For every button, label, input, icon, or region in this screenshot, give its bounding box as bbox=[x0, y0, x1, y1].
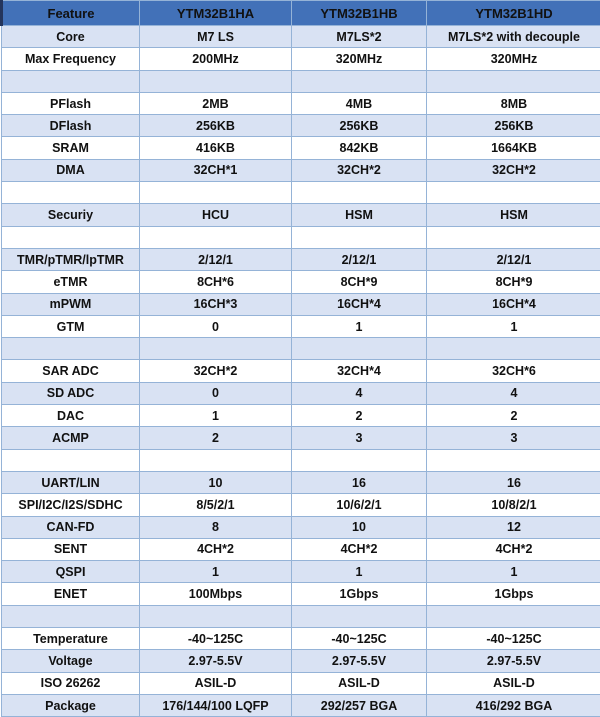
value-cell: 1 bbox=[427, 561, 600, 583]
table-row bbox=[2, 494, 600, 516]
feature-cell: Package bbox=[2, 694, 140, 716]
value-cell bbox=[292, 449, 427, 471]
table-row bbox=[2, 471, 600, 493]
feature-cell: eTMR bbox=[2, 271, 140, 293]
feature-cell: SENT bbox=[2, 538, 140, 560]
value-cell: 1 bbox=[140, 405, 292, 427]
value-cell bbox=[140, 338, 292, 360]
table-row bbox=[2, 271, 600, 293]
spacer-row bbox=[2, 338, 600, 360]
value-cell: 12 bbox=[427, 516, 600, 538]
value-cell bbox=[427, 226, 600, 248]
feature-cell: mPWM bbox=[2, 293, 140, 315]
feature-cell: Voltage bbox=[2, 650, 140, 672]
spacer-row bbox=[2, 182, 600, 204]
feature-cell bbox=[2, 226, 140, 248]
column-header-ytm32b1hb: YTM32B1HB bbox=[292, 1, 427, 26]
value-cell: 1 bbox=[427, 315, 600, 337]
feature-cell bbox=[2, 70, 140, 92]
table-header bbox=[2, 1, 600, 26]
value-cell: 416/292 BGA bbox=[427, 694, 600, 716]
feature-cell: DFlash bbox=[2, 115, 140, 137]
feature-cell bbox=[2, 338, 140, 360]
value-cell: ASIL-D bbox=[427, 672, 600, 694]
value-cell bbox=[427, 449, 600, 471]
spacer-row bbox=[2, 605, 600, 627]
column-header-ytm32b1ha: YTM32B1HA bbox=[140, 1, 292, 26]
value-cell: 1664KB bbox=[427, 137, 600, 159]
value-cell: 8CH*6 bbox=[140, 271, 292, 293]
value-cell: 100Mbps bbox=[140, 583, 292, 605]
value-cell: 2.97-5.5V bbox=[292, 650, 427, 672]
value-cell bbox=[292, 70, 427, 92]
table-row bbox=[2, 159, 600, 181]
value-cell: 10/8/2/1 bbox=[427, 494, 600, 516]
header-row bbox=[2, 1, 600, 26]
value-cell: 1Gbps bbox=[427, 583, 600, 605]
value-cell: 16CH*3 bbox=[140, 293, 292, 315]
value-cell bbox=[140, 226, 292, 248]
table-row bbox=[2, 26, 600, 48]
spacer-row bbox=[2, 449, 600, 471]
table-row bbox=[2, 248, 600, 270]
value-cell: 200MHz bbox=[140, 48, 292, 70]
value-cell: 10/6/2/1 bbox=[292, 494, 427, 516]
value-cell: 2.97-5.5V bbox=[427, 650, 600, 672]
table-row bbox=[2, 405, 600, 427]
value-cell: 16 bbox=[427, 471, 600, 493]
value-cell: 4CH*2 bbox=[427, 538, 600, 560]
value-cell bbox=[140, 449, 292, 471]
value-cell: 2.97-5.5V bbox=[140, 650, 292, 672]
value-cell: -40~125C bbox=[140, 628, 292, 650]
value-cell: 32CH*2 bbox=[427, 159, 600, 181]
value-cell bbox=[427, 605, 600, 627]
value-cell bbox=[292, 182, 427, 204]
value-cell: 10 bbox=[292, 516, 427, 538]
value-cell: 416KB bbox=[140, 137, 292, 159]
value-cell: 8CH*9 bbox=[292, 271, 427, 293]
feature-cell: DMA bbox=[2, 159, 140, 181]
value-cell: 842KB bbox=[292, 137, 427, 159]
table-body bbox=[2, 26, 600, 717]
feature-cell: ACMP bbox=[2, 427, 140, 449]
feature-cell: SRAM bbox=[2, 137, 140, 159]
value-cell: 2 bbox=[292, 405, 427, 427]
value-cell: -40~125C bbox=[292, 628, 427, 650]
column-header-ytm32b1hd: YTM32B1HD bbox=[427, 1, 600, 26]
value-cell: 8MB bbox=[427, 92, 600, 114]
value-cell: 0 bbox=[140, 315, 292, 337]
value-cell: 32CH*1 bbox=[140, 159, 292, 181]
value-cell bbox=[292, 605, 427, 627]
value-cell: 1 bbox=[140, 561, 292, 583]
value-cell: 1 bbox=[292, 315, 427, 337]
table-row bbox=[2, 92, 600, 114]
value-cell: -40~125C bbox=[427, 628, 600, 650]
feature-cell: GTM bbox=[2, 315, 140, 337]
value-cell: 32CH*2 bbox=[140, 360, 292, 382]
feature-cell: ISO 26262 bbox=[2, 672, 140, 694]
feature-cell bbox=[2, 605, 140, 627]
value-cell: 16CH*4 bbox=[292, 293, 427, 315]
value-cell: ASIL-D bbox=[292, 672, 427, 694]
value-cell bbox=[427, 182, 600, 204]
value-cell: HSM bbox=[427, 204, 600, 226]
table-row bbox=[2, 48, 600, 70]
value-cell: 3 bbox=[292, 427, 427, 449]
value-cell: 1 bbox=[292, 561, 427, 583]
value-cell: 32CH*2 bbox=[292, 159, 427, 181]
spacer-row bbox=[2, 70, 600, 92]
value-cell: 320MHz bbox=[292, 48, 427, 70]
table-row bbox=[2, 516, 600, 538]
spacer-row bbox=[2, 226, 600, 248]
table-row bbox=[2, 315, 600, 337]
value-cell bbox=[140, 605, 292, 627]
value-cell: 4 bbox=[292, 382, 427, 404]
table-row bbox=[2, 293, 600, 315]
table-row bbox=[2, 427, 600, 449]
value-cell: M7LS*2 bbox=[292, 26, 427, 48]
feature-cell: SAR ADC bbox=[2, 360, 140, 382]
value-cell: M7 LS bbox=[140, 26, 292, 48]
value-cell: 176/144/100 LQFP bbox=[140, 694, 292, 716]
value-cell: HSM bbox=[292, 204, 427, 226]
table-row bbox=[2, 115, 600, 137]
table-row bbox=[2, 538, 600, 560]
table-row bbox=[2, 382, 600, 404]
feature-cell: Core bbox=[2, 26, 140, 48]
feature-cell: QSPI bbox=[2, 561, 140, 583]
value-cell: 3 bbox=[427, 427, 600, 449]
value-cell bbox=[427, 70, 600, 92]
feature-cell: Max Frequency bbox=[2, 48, 140, 70]
value-cell bbox=[292, 226, 427, 248]
table-row bbox=[2, 672, 600, 694]
table-row bbox=[2, 583, 600, 605]
value-cell: 16CH*4 bbox=[427, 293, 600, 315]
value-cell: 256KB bbox=[140, 115, 292, 137]
feature-cell: TMR/pTMR/lpTMR bbox=[2, 248, 140, 270]
value-cell: 320MHz bbox=[427, 48, 600, 70]
value-cell bbox=[140, 70, 292, 92]
value-cell: 8/5/2/1 bbox=[140, 494, 292, 516]
feature-cell: PFlash bbox=[2, 92, 140, 114]
feature-cell: ENET bbox=[2, 583, 140, 605]
feature-cell: SPI/I2C/I2S/SDHC bbox=[2, 494, 140, 516]
value-cell: 8 bbox=[140, 516, 292, 538]
value-cell: 256KB bbox=[292, 115, 427, 137]
table-row bbox=[2, 694, 600, 716]
value-cell bbox=[292, 338, 427, 360]
feature-cell: CAN-FD bbox=[2, 516, 140, 538]
table-row bbox=[2, 561, 600, 583]
value-cell: 32CH*4 bbox=[292, 360, 427, 382]
column-header-feature: Feature bbox=[2, 1, 140, 26]
value-cell: 32CH*6 bbox=[427, 360, 600, 382]
feature-cell: DAC bbox=[2, 405, 140, 427]
feature-cell bbox=[2, 182, 140, 204]
value-cell: 1Gbps bbox=[292, 583, 427, 605]
feature-cell bbox=[2, 449, 140, 471]
value-cell: 256KB bbox=[427, 115, 600, 137]
value-cell bbox=[140, 182, 292, 204]
feature-cell: UART/LIN bbox=[2, 471, 140, 493]
value-cell: ASIL-D bbox=[140, 672, 292, 694]
value-cell: 10 bbox=[140, 471, 292, 493]
feature-cell: Temperature bbox=[2, 628, 140, 650]
value-cell: 2/12/1 bbox=[427, 248, 600, 270]
value-cell: 4MB bbox=[292, 92, 427, 114]
value-cell: 2 bbox=[140, 427, 292, 449]
value-cell: 4CH*2 bbox=[140, 538, 292, 560]
value-cell: 2/12/1 bbox=[140, 248, 292, 270]
value-cell: 2/12/1 bbox=[292, 248, 427, 270]
table-row bbox=[2, 137, 600, 159]
value-cell: 2 bbox=[427, 405, 600, 427]
feature-cell: Securiy bbox=[2, 204, 140, 226]
value-cell: 2MB bbox=[140, 92, 292, 114]
value-cell: 0 bbox=[140, 382, 292, 404]
value-cell: M7LS*2 with decouple bbox=[427, 26, 600, 48]
table-row bbox=[2, 650, 600, 672]
value-cell: 4CH*2 bbox=[292, 538, 427, 560]
table-row bbox=[2, 628, 600, 650]
value-cell: 16 bbox=[292, 471, 427, 493]
value-cell: HCU bbox=[140, 204, 292, 226]
value-cell: 4 bbox=[427, 382, 600, 404]
feature-cell: SD ADC bbox=[2, 382, 140, 404]
value-cell bbox=[427, 338, 600, 360]
value-cell: 292/257 BGA bbox=[292, 694, 427, 716]
value-cell: 8CH*9 bbox=[427, 271, 600, 293]
table-row bbox=[2, 204, 600, 226]
table-row bbox=[2, 360, 600, 382]
